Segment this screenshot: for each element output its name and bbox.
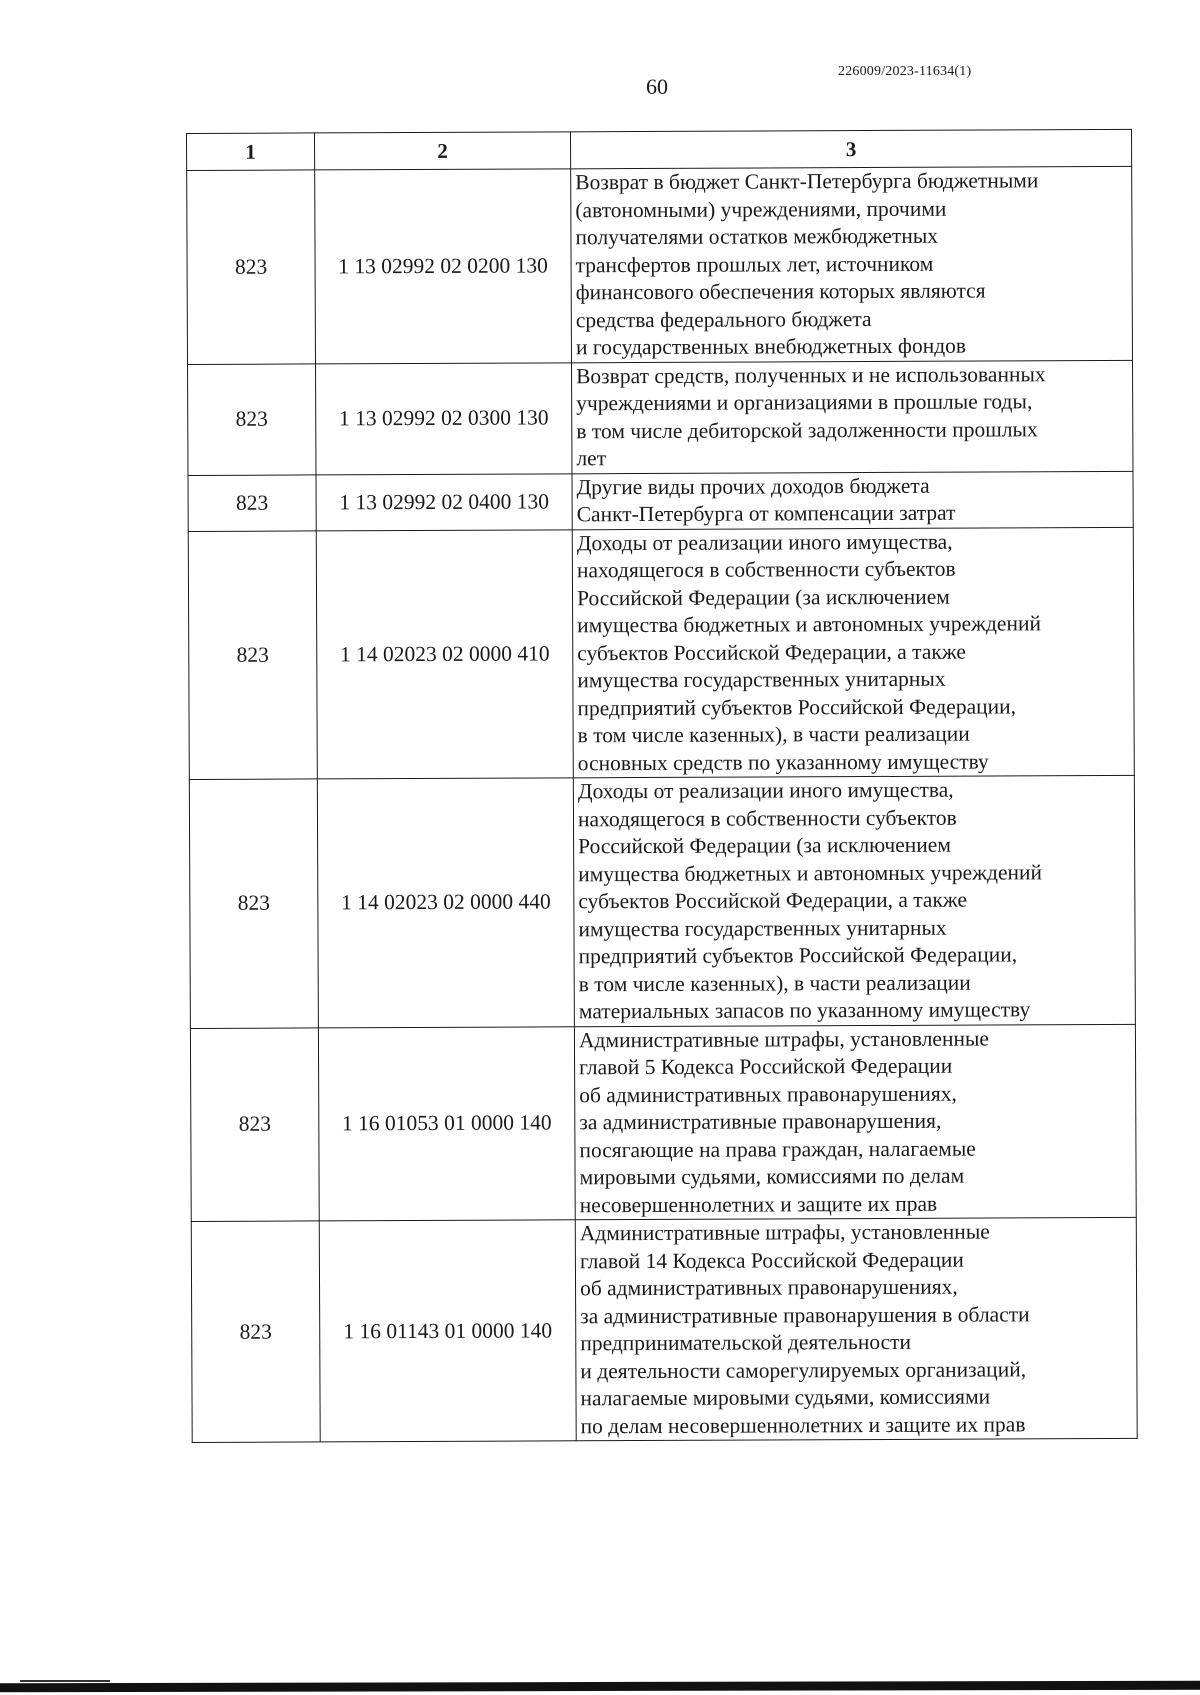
description-line: (автономными) учреждениями, прочими bbox=[575, 196, 947, 222]
description-line: Доходы от реализации иного имущества, bbox=[577, 777, 954, 804]
document-id: 226009/2023-11634(1) bbox=[838, 64, 972, 79]
admin-code-cell: 823 bbox=[187, 170, 316, 364]
description-line: главой 14 Кодекса Российской Федерации bbox=[579, 1247, 964, 1273]
budget-classification-code-cell: 1 16 01143 01 0000 140 bbox=[319, 1220, 576, 1442]
description-line: об административных правонарушениях, bbox=[579, 1274, 958, 1301]
admin-code-cell: 823 bbox=[188, 530, 317, 779]
column-header-1: 1 bbox=[187, 133, 315, 171]
description-line: Административные штрафы, установленные bbox=[578, 1026, 989, 1052]
description-line: главой 5 Кодекса Российской Федерации bbox=[579, 1053, 953, 1080]
description-line: основных средств по указанному имуществу bbox=[577, 749, 989, 775]
description-line: и деятельности саморегулируемых организаций, bbox=[580, 1356, 1027, 1383]
revenue-description-cell bbox=[572, 360, 1133, 473]
column-header-3: 3 bbox=[570, 129, 1131, 168]
description-line: Возврат средств, полученных и не использованных bbox=[576, 361, 1046, 388]
revenue-description-cell bbox=[575, 1217, 1137, 1440]
revenue-description-cell bbox=[572, 471, 1133, 529]
admin-code-cell: 823 bbox=[189, 779, 318, 1028]
description-line: средства федерального бюджета bbox=[575, 306, 872, 332]
description-line: Другие виды прочих доходов бюджета bbox=[576, 473, 930, 499]
budget-classification-code-cell: 1 14 02023 02 0000 410 bbox=[316, 529, 573, 779]
table-header-row bbox=[187, 129, 1132, 170]
description-line: об административных правонарушениях, bbox=[579, 1081, 957, 1107]
table-row bbox=[188, 527, 1134, 780]
admin-code-cell: 823 bbox=[188, 474, 316, 531]
table-row bbox=[188, 360, 1133, 475]
admin-code-cell: 823 bbox=[190, 1027, 319, 1221]
description-line: субъектов Российской Федерации, а также bbox=[577, 639, 966, 665]
description-line: финансового обеспечения которых являются bbox=[575, 278, 986, 305]
description-line: Российской Федерации (за исключением bbox=[576, 584, 950, 610]
description-line: Административные штрафы, установленные bbox=[579, 1219, 990, 1246]
revenue-description-cell bbox=[573, 775, 1135, 1026]
description-line: имущества государственных унитарных bbox=[578, 915, 947, 941]
description-line: налагаемые мировыми судьями, комиссиями bbox=[580, 1384, 991, 1411]
description-line: лет bbox=[576, 446, 607, 471]
description-line: предприятий субъектов Российской Федерации, bbox=[578, 942, 1018, 969]
description-line: имущества бюджетных и автономных учреждений bbox=[577, 611, 1041, 638]
description-line: имущества государственных унитарных bbox=[577, 666, 946, 693]
description-line: материальных запасов по указанному имуществу bbox=[578, 997, 1031, 1024]
revenue-codes-table bbox=[186, 129, 1138, 1443]
table-row bbox=[190, 1024, 1136, 1222]
description-line: учреждениями и организациями в прошлые годы, bbox=[576, 389, 1033, 416]
budget-classification-code-cell: 1 14 02023 02 0000 440 bbox=[317, 778, 574, 1028]
budget-classification-code-cell: 1 13 02992 02 0200 130 bbox=[315, 169, 572, 364]
description-line: Российской Федерации (за исключением bbox=[578, 832, 951, 859]
description-line: за административные правонарушения, bbox=[579, 1108, 942, 1135]
description-line: в том числе казенных), в части реализации bbox=[577, 721, 970, 748]
description-line: за административные правонарушения в области bbox=[580, 1301, 1030, 1328]
scan-edge-mark bbox=[20, 1680, 110, 1682]
column-header-2: 2 bbox=[315, 132, 571, 170]
description-line: несовершеннолетних и защите их прав bbox=[579, 1191, 938, 1217]
description-line: предпринимательской деятельности bbox=[580, 1329, 912, 1356]
table-body bbox=[187, 166, 1138, 1442]
table-row bbox=[187, 166, 1133, 364]
table-row bbox=[188, 471, 1133, 531]
admin-code-cell: 823 bbox=[188, 363, 316, 475]
description-line: и государственных внебюджетных фондов bbox=[575, 333, 967, 360]
page-number: 60 bbox=[646, 74, 668, 99]
description-line: предприятий субъектов Российской Федерации, bbox=[577, 693, 1017, 720]
description-line: находящегося в собственности субъектов bbox=[577, 805, 957, 831]
description-line: находящегося в собственности субъектов bbox=[576, 556, 956, 583]
description-line: получателями остатков межбюджетных bbox=[575, 223, 939, 250]
description-line: Доходы от реализации иного имущества, bbox=[576, 529, 953, 555]
revenue-description-cell bbox=[571, 166, 1133, 362]
description-line: субъектов Российской Федерации, а также bbox=[578, 887, 968, 914]
description-line: мировыми судьями, комиссиями по делам bbox=[579, 1163, 965, 1190]
description-line: имущества бюджетных и автономных учреждений bbox=[578, 859, 1043, 886]
description-line: посягающие на права граждан, налагаемые bbox=[579, 1136, 976, 1162]
description-line: Возврат в бюджет Санкт-Петербурга бюджетными bbox=[575, 168, 1039, 195]
table-row bbox=[191, 1217, 1137, 1442]
admin-code-cell: 823 bbox=[191, 1221, 320, 1443]
budget-classification-code-cell: 1 13 02992 02 0400 130 bbox=[316, 473, 572, 530]
description-line: Санкт-Петербурга от компенсации затрат bbox=[576, 500, 956, 527]
revenue-description-cell bbox=[572, 527, 1134, 778]
description-line: в том числе казенных), в части реализации bbox=[578, 970, 971, 996]
revenue-description-cell bbox=[574, 1024, 1136, 1220]
description-line: по делам несовершеннолетних и защите их прав bbox=[580, 1411, 1026, 1438]
description-line: трансфертов прошлых лет, источником bbox=[575, 251, 934, 277]
budget-classification-code-cell: 1 13 02992 02 0300 130 bbox=[316, 362, 572, 474]
budget-classification-code-cell: 1 16 01053 01 0000 140 bbox=[318, 1026, 575, 1221]
description-line: в том числе дебиторской задолженности прошлых bbox=[576, 416, 1038, 443]
table-row bbox=[189, 775, 1135, 1028]
scan-bottom-edge bbox=[0, 1681, 1200, 1693]
